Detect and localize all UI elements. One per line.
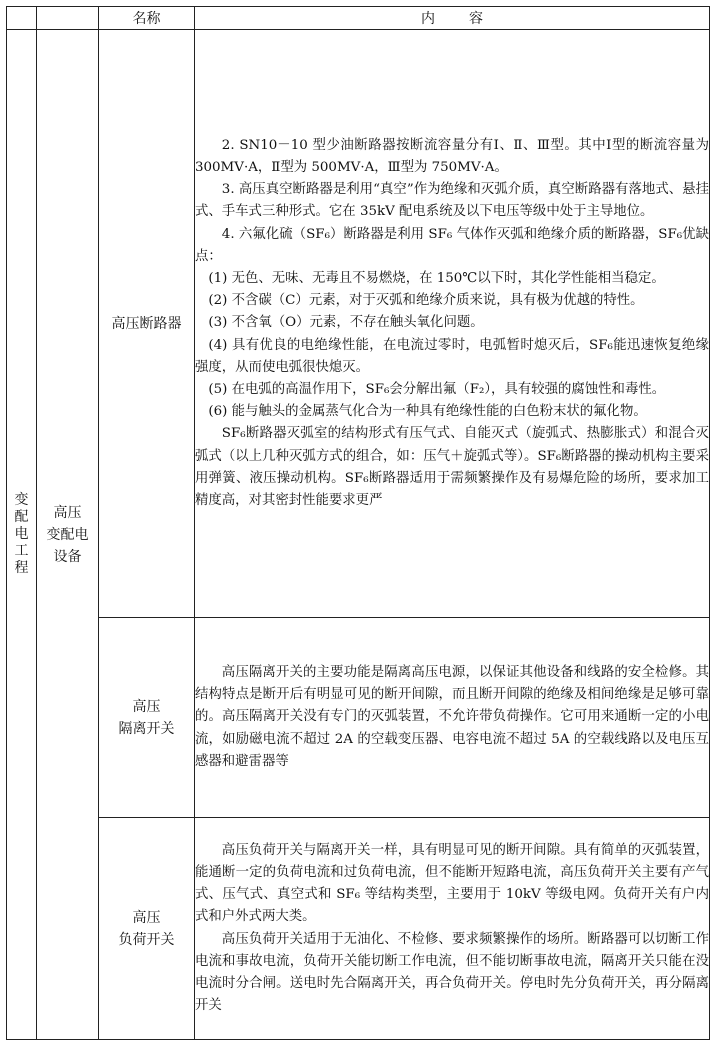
row-name-line-1: 高压: [132, 909, 161, 926]
paragraph: (4) 具有优良的电绝缘性能，在电流过零时，电弧暂时熄灭后，SF₆能迅速恢复绝缘强度，从而使电弧很快熄灭。: [195, 337, 709, 375]
row-name-cell: [99, 30, 195, 618]
header-name: 名称: [99, 7, 195, 30]
row-content-cell: [195, 818, 710, 1040]
row-content-cell: [195, 30, 710, 618]
paragraph: (3) 不含氧（O）元素，不存在触头氧化问题。: [208, 315, 484, 331]
paragraph: (6) 能与触头的金属蒸气化合为一种具有绝缘性能的白色粉末状的氟化物。: [208, 404, 647, 420]
header-blank-2: [37, 7, 99, 30]
table-row-load-switch: [7, 818, 710, 1040]
category-label: 变配电工程: [14, 492, 29, 576]
header-blank-1: [7, 7, 37, 30]
content-table: [6, 6, 710, 1040]
paragraph: 高压负荷开关与隔离开关一样，具有明显可见的断开间隙。具有简单的灭弧装置，能通断一定的负荷电流和过负荷电流，但不能断开短路电流，高压负荷开关主要有产气式、压气式、真空式和 SF₆ 等结构类型，主要用于 10kV 等级电网。负荷开关有户内式和户外式两大类。: [195, 842, 709, 925]
paragraph: (2) 不含碳（C）元素，对于灭弧和绝缘介质来说，具有极为优越的特性。: [208, 293, 644, 309]
row-name-line-1: 高压: [132, 698, 161, 715]
subcategory-cell: [37, 30, 99, 1040]
paragraph: 3. 高压真空断路器是利用“真空”作为绝缘和灭弧介质，真空断路器有落地式、悬挂式、手车式三种形式。它在 35kV 配电系统及以下电压等级中处于主导地位。: [195, 182, 709, 220]
category-cell: [7, 30, 37, 1040]
subcategory-line-1: 高压: [53, 504, 82, 521]
paragraph: 高压负荷开关适用于无油化、不检修、要求频繁操作的场所。断路器可以切断工作电流和事故电流，负荷开关能切断工作电流，但不能切断事故电流，隔离开关只能在没电流时分合闸。送电时先合隔离开关，再合负荷开关。停电时先分负荷开关，再分隔离开关: [195, 931, 709, 1014]
row-name-line-2: 负荷开关: [118, 931, 175, 948]
paragraph: 4. 六氟化硫（SF₆）断路器是利用 SF₆ 气体作灭弧和绝缘介质的断路器，SF₆优缺点：: [195, 226, 709, 264]
table-row-circuit-breaker: [7, 30, 710, 618]
subcategory-line-3: 设备: [53, 548, 82, 565]
row-name-cell: [99, 618, 195, 818]
subcategory-line-2: 变配电: [46, 526, 89, 543]
paragraph: (5) 在电弧的高温作用下，SF₆会分解出氟（F₂），具有较强的腐蚀性和毒性。: [208, 382, 666, 397]
table-row-isolating-switch: [7, 618, 710, 818]
row-name-cell: [99, 818, 195, 1040]
row-name: 高压断路器: [111, 315, 182, 332]
row-content-cell: [195, 618, 710, 818]
paragraph: (1) 无色、无味、无毒且不易燃烧，在 150℃以下时，其化学性能相当稳定。: [208, 270, 665, 286]
paragraph: 高压隔离开关的主要功能是隔离高压电源，以保证其他设备和线路的安全检修。其结构特点是断开后有明显可见的断开间隙，而且断开间隙的绝缘及相间绝缘是足够可靠的。高压隔离开关没有专门的灭弧装置，不允许带负荷操作。它可用来通断一定的小电流，如励磁电流不超过 2A 的空载变压器、电容电流不超过 5A 的空载线路以及电压互感器和避雷器等: [195, 664, 709, 769]
paragraph: SF₆断路器灭弧室的结构形式有压气式、自能灭式（旋弧式、热膨胀式）和混合灭弧式（以上几种灭弧方式的组合，如：压气＋旋弧式等）。SF₆断路器的操动机构主要采用弹簧、液压操动机构。SF₆断路器适用于需频繁操作及有易爆危险的场所，要求加工精度高，对其密封性能要求更严: [195, 426, 709, 509]
header-content: [195, 7, 710, 30]
row-name-line-2: 隔离开关: [118, 720, 175, 737]
header-content-label: 内容: [421, 11, 517, 27]
paragraph: 2. SN10－10 型少油断路器按断流容量分有Ⅰ、Ⅱ、Ⅲ型。其中Ⅰ型的断流容量为 300MV·A，Ⅱ型为 500MV·A，Ⅲ型为 750MV·A。: [195, 137, 709, 175]
header-row: [7, 7, 710, 30]
